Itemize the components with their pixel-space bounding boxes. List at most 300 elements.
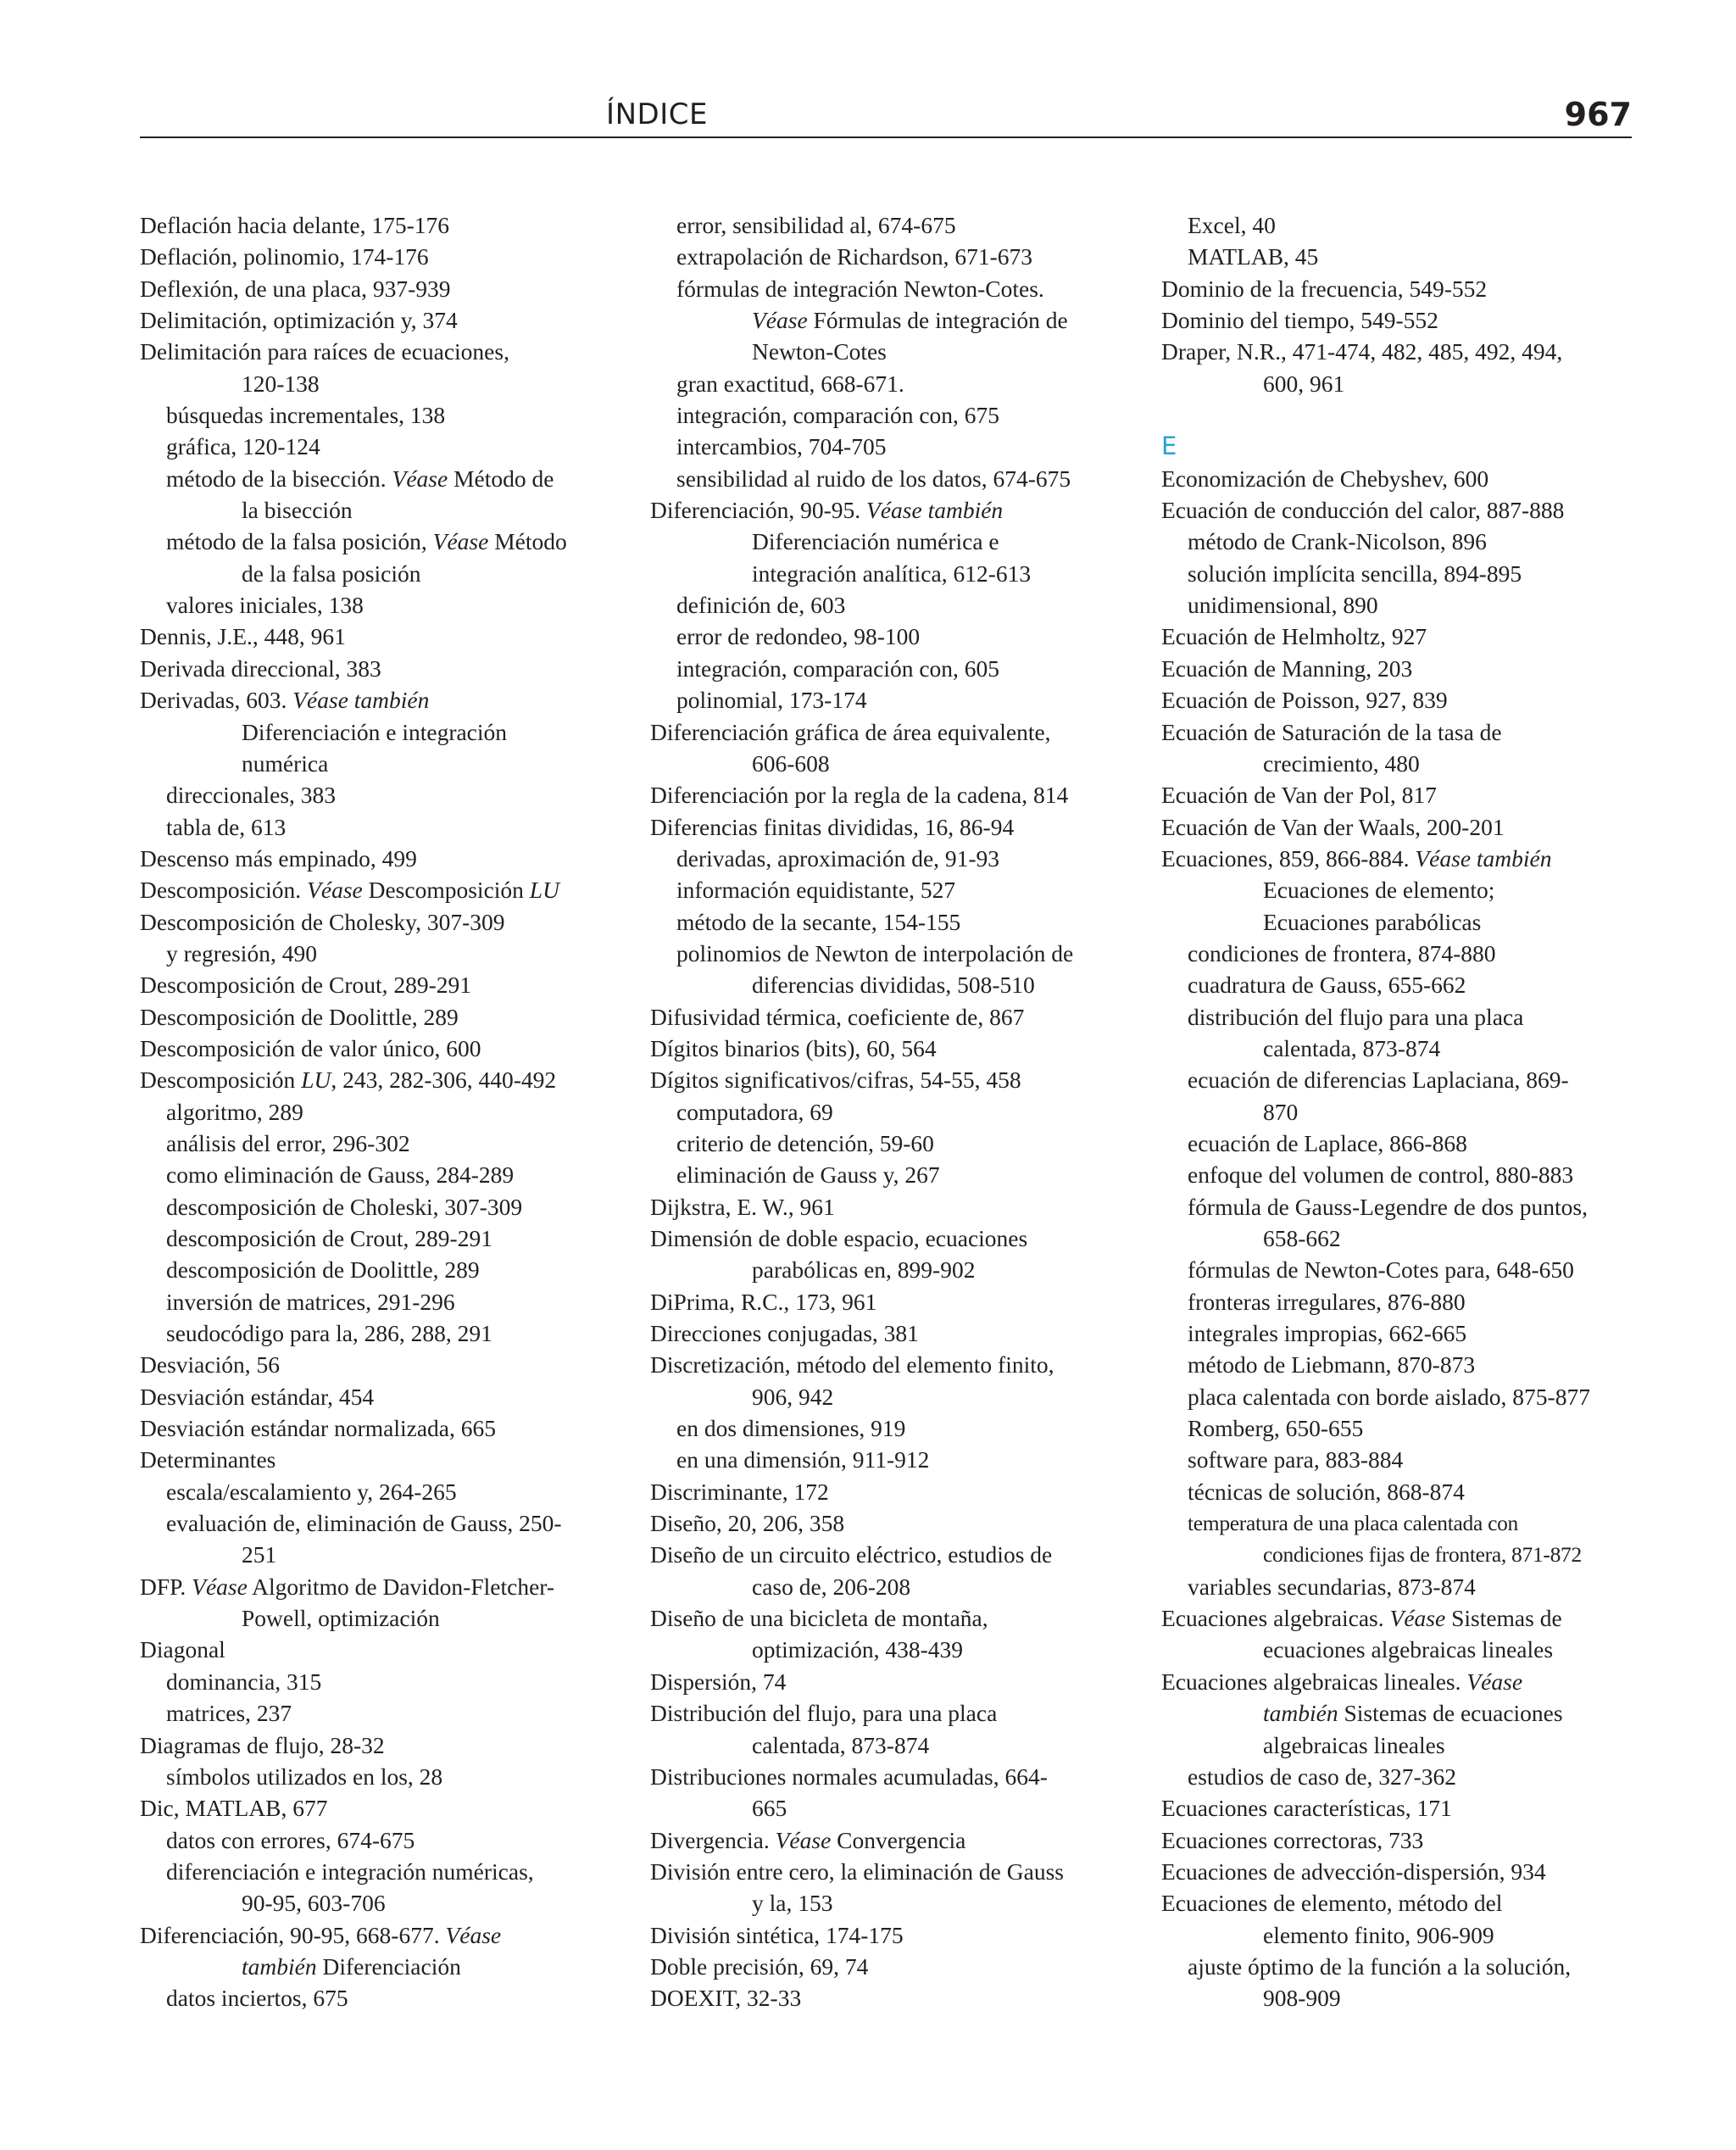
index-subentry — [650, 653, 1142, 684]
entry-text: Diferenciación numérica e — [752, 528, 999, 555]
index-subentry — [1161, 1001, 1636, 1033]
entry-text: Método — [488, 528, 567, 555]
entry-text: placa calentada con borde aislado, 875-877 — [1188, 1383, 1590, 1410]
entry-text: Diagramas de flujo, 28-32 — [140, 1731, 385, 1758]
index-entry — [140, 1792, 632, 1824]
index-entry — [650, 1951, 1142, 1982]
entry-text: Doble precisión, 69, 74 — [650, 1952, 869, 1980]
index-entry — [650, 1697, 1142, 1729]
index-entry — [1161, 336, 1636, 367]
entry-text: Descomposición — [362, 877, 530, 904]
cross-reference-italic: también — [1263, 1700, 1338, 1727]
entry-text: 600, 961 — [1263, 370, 1345, 397]
entry-text: Draper, N.R., 471-474, 482, 485, 492, 494, — [1161, 338, 1563, 365]
index-subentry — [140, 811, 632, 843]
index-subentry — [1161, 1254, 1636, 1285]
index-subentry — [1161, 1159, 1636, 1190]
cross-reference-italic: Véase — [445, 1921, 502, 1948]
index-column-2 — [650, 209, 1142, 2014]
index-subentry — [1161, 748, 1636, 779]
entry-text: diferenciación e integración numéricas, — [166, 1858, 534, 1885]
entry-text: Distribuciones normales acumuladas, 664- — [650, 1763, 1048, 1790]
index-entry — [140, 969, 632, 1000]
entry-text: Diferencias finitas divididas, 16, 86-94 — [650, 813, 1015, 840]
entry-text: dominancia, 315 — [166, 1668, 322, 1695]
entry-text: unidimensional, 890 — [1188, 592, 1378, 619]
entry-text: Ecuaciones, 859, 866-884. — [1161, 844, 1416, 872]
entry-text: descomposición de Doolittle, 289 — [166, 1256, 480, 1284]
entry-text: gráfica, 120-124 — [166, 433, 320, 460]
entry-text: calentada, 873-874 — [1263, 1034, 1441, 1061]
entry-text: Ecuación de conducción del calor, 887-888 — [1161, 497, 1565, 524]
entry-text: datos inciertos, 675 — [166, 1985, 348, 2012]
entry-text: Diferenciación, 90-95, 668-677. — [140, 1921, 446, 1948]
index-entry — [650, 1223, 1142, 1254]
entry-text: Ecuaciones algebraicas lineales. — [1161, 1668, 1467, 1695]
index-subentry — [140, 1476, 632, 1507]
index-entry — [140, 1729, 632, 1761]
entry-text: búsquedas incrementales, 138 — [166, 402, 446, 429]
entry-text: Powell, optimización — [242, 1605, 440, 1632]
entry-text: gran exactitud, 668-671. — [676, 370, 904, 397]
entry-text: crecimiento, 480 — [1263, 749, 1420, 777]
entry-text: Dominio del tiempo, 549-552 — [1161, 307, 1438, 334]
entry-text: ecuación de diferencias Laplaciana, 869- — [1188, 1067, 1569, 1094]
index-entry — [1161, 1666, 1636, 1697]
index-entry — [1161, 1792, 1636, 1824]
index-subentry — [1161, 1982, 1636, 2014]
index-entry — [650, 1539, 1142, 1570]
index-subentry — [140, 1254, 632, 1285]
entry-text: 120-138 — [242, 370, 320, 397]
index-subentry — [1161, 938, 1636, 969]
entry-text: integrales impropias, 662-665 — [1188, 1320, 1467, 1347]
index-entry — [140, 906, 632, 938]
entry-text: método de Liebmann, 870-873 — [1188, 1351, 1476, 1379]
entry-text: fronteras irregulares, 876-880 — [1188, 1288, 1466, 1315]
index-subentry — [140, 1317, 632, 1349]
entry-text: temperatura de una placa calentada con — [1188, 1511, 1518, 1536]
entry-text: valores iniciales, 138 — [166, 592, 364, 619]
index-entry — [1161, 1824, 1636, 1856]
entry-text: Diferenciación por la regla de la cadena, 814 — [650, 782, 1069, 809]
entry-text: evaluación de, eliminación de Gauss, 250- — [166, 1510, 562, 1537]
index-entry — [650, 1317, 1142, 1349]
index-subentry — [650, 969, 1142, 1000]
entry-text: la bisección — [242, 497, 353, 524]
cross-reference-italic: Véase también — [866, 497, 1004, 524]
index-subentry — [140, 368, 632, 399]
index-entry — [650, 1666, 1142, 1697]
entry-text: Descenso más empinado, 499 — [140, 844, 417, 872]
index-subentry — [140, 1761, 632, 1792]
entry-text: como eliminación de Gauss, 284-289 — [166, 1161, 515, 1189]
entry-text: polinomios de Newton de interpolación de — [676, 939, 1074, 966]
index-subentry — [650, 1729, 1142, 1761]
entry-text: inversión de matrices, 291-296 — [166, 1288, 455, 1315]
entry-text: Desviación, 56 — [140, 1351, 280, 1379]
index-subentry — [1161, 558, 1636, 589]
entry-text: Ecuación de Van der Waals, 200-201 — [1161, 813, 1505, 840]
index-subentry — [1161, 1634, 1636, 1665]
index-entry — [650, 716, 1142, 748]
index-subentry — [140, 431, 632, 462]
cross-reference-italic: Véase — [1389, 1605, 1446, 1632]
entry-text: distribución del flujo para una placa — [1188, 1003, 1524, 1030]
entry-text: 90-95, 603-706 — [242, 1890, 386, 1917]
index-subentry — [650, 1792, 1142, 1824]
entry-text: solución implícita sencilla, 894-895 — [1188, 560, 1522, 587]
entry-text: caso de, 206-208 — [752, 1573, 911, 1600]
index-entry — [650, 1919, 1142, 1951]
entry-text: método de Crank-Nicolson, 896 — [1188, 528, 1487, 555]
index-subentry — [140, 1096, 632, 1128]
entry-text: Dijkstra, E. W., 961 — [650, 1193, 835, 1220]
index-subentry — [650, 273, 1142, 304]
running-header — [140, 93, 1632, 140]
index-entry — [140, 1571, 632, 1602]
index-column-1 — [140, 209, 632, 2014]
entry-text: Divergencia. — [650, 1826, 776, 1853]
index-subentry — [650, 1128, 1142, 1159]
entry-text: Distribución del flujo, para una placa — [650, 1700, 998, 1727]
entry-text: Ecuaciones características, 171 — [1161, 1795, 1452, 1822]
index-subentry — [140, 1128, 632, 1159]
entry-text: fórmula de Gauss-Legendre de dos puntos, — [1188, 1193, 1588, 1220]
index-entry — [650, 1349, 1142, 1380]
entry-text: numérica — [242, 749, 329, 777]
index-column-3 — [1161, 209, 1636, 2014]
entry-text: técnicas de solución, 868-874 — [1188, 1478, 1465, 1505]
entry-text: algoritmo, 289 — [166, 1098, 303, 1125]
index-subentry — [650, 431, 1142, 462]
index-subentry — [140, 1982, 632, 2014]
entry-text: diferencias divididas, 508-510 — [752, 972, 1035, 999]
index-subentry — [1161, 589, 1636, 621]
entry-text: elemento finito, 906-909 — [1263, 1921, 1494, 1948]
index-subentry — [1161, 1951, 1636, 1982]
entry-text: ajuste óptimo de la función a la solución, — [1188, 1952, 1572, 1980]
entry-text: 251 — [242, 1541, 277, 1568]
index-subentry — [650, 906, 1142, 938]
entry-text: fórmulas de integración Newton-Cotes. — [676, 275, 1044, 302]
entry-text: DiPrima, R.C., 173, 961 — [650, 1288, 877, 1315]
entry-text: método de la bisección. — [166, 465, 392, 492]
index-entry — [650, 1001, 1142, 1033]
entry-text: de la falsa posición — [242, 560, 421, 587]
index-entry — [140, 874, 632, 905]
index-entry — [1161, 811, 1636, 843]
index-entry — [140, 241, 632, 272]
entry-text: 870 — [1263, 1098, 1299, 1125]
entry-text: eliminación de Gauss y, 267 — [676, 1161, 940, 1189]
entry-text: integración analítica, 612-613 — [752, 560, 1032, 587]
index-subentry — [650, 241, 1142, 272]
entry-text: Diferenciación gráfica de área equivalente, — [650, 718, 1051, 745]
entry-text: Deflexión, de una placa, 937-939 — [140, 275, 451, 302]
index-entry — [650, 1033, 1142, 1064]
index-subentry — [650, 684, 1142, 716]
entry-text: División entre cero, la eliminación de Gauss — [650, 1858, 1064, 1885]
index-subentry — [1161, 1919, 1636, 1951]
index-subentry — [650, 368, 1142, 399]
index-subentry — [140, 748, 632, 779]
index-subentry — [140, 1856, 632, 1887]
entry-text: Dispersión, 74 — [650, 1668, 787, 1695]
entry-text: Fórmulas de integración de — [807, 307, 1068, 334]
entry-text: Dígitos significativos/cifras, 54-55, 458 — [650, 1067, 1021, 1094]
index-subentry — [1161, 906, 1636, 938]
index-subentry — [650, 748, 1142, 779]
index-subentry — [650, 1887, 1142, 1919]
index-subentry — [140, 558, 632, 589]
index-subentry — [1161, 969, 1636, 1000]
entry-text: 658-662 — [1263, 1225, 1341, 1251]
index-subentry — [1161, 1476, 1636, 1507]
index-entry — [140, 1033, 632, 1064]
index-subentry — [140, 1159, 632, 1190]
index-entry — [140, 843, 632, 874]
index-entry — [140, 273, 632, 304]
index-entry — [1161, 494, 1636, 526]
entry-text: integración, comparación con, 605 — [676, 654, 1000, 682]
entry-text: estudios de caso de, 327-362 — [1188, 1763, 1456, 1790]
section-letter — [1161, 431, 1636, 462]
index-subentry — [140, 1887, 632, 1919]
index-subentry — [650, 589, 1142, 621]
index-subentry — [650, 526, 1142, 557]
index-subentry — [140, 1539, 632, 1570]
index-subentry — [140, 526, 632, 557]
entry-text: derivadas, aproximación de, 91-93 — [676, 844, 1000, 872]
index-entry — [1161, 684, 1636, 716]
index-entry — [140, 653, 632, 684]
entry-text: direccionales, 383 — [166, 782, 337, 809]
entry-text: ecuación de Laplace, 866-868 — [1188, 1129, 1467, 1156]
entry-text: Descomposición de Doolittle, 289 — [140, 1003, 459, 1030]
index-entry — [140, 1064, 632, 1095]
index-entry — [650, 1191, 1142, 1223]
entry-text: computadora, 69 — [676, 1098, 833, 1125]
entry-text: Excel, 40 — [1188, 212, 1276, 238]
entry-text: Ecuación de Van der Pol, 817 — [1161, 782, 1437, 809]
index-subentry — [650, 1096, 1142, 1128]
entry-text: División sintética, 174-175 — [650, 1921, 904, 1948]
entry-text: Diferenciación, 90-95. — [650, 497, 867, 524]
index-subentry — [140, 779, 632, 810]
index-entry — [650, 1856, 1142, 1887]
entry-text: análisis del error, 296-302 — [166, 1129, 410, 1156]
entry-text: Delimitación para raíces de ecuaciones, — [140, 338, 509, 365]
index-entry — [140, 209, 632, 241]
entry-text: Diseño de una bicicleta de montaña, — [650, 1605, 988, 1632]
index-entry — [1161, 843, 1636, 874]
entry-text: E — [1161, 432, 1177, 461]
cross-reference-italic: LU — [301, 1067, 331, 1094]
entry-text: Economización de Chebyshev, 600 — [1161, 465, 1489, 492]
entry-text: algebraicas lineales — [1263, 1731, 1445, 1758]
section-spacer — [1161, 399, 1636, 431]
entry-text: Desviación estándar, 454 — [140, 1383, 375, 1410]
entry-text: Sistemas de — [1445, 1605, 1562, 1632]
entry-text: matrices, 237 — [166, 1700, 292, 1727]
entry-text: Dominio de la frecuencia, 549-552 — [1161, 275, 1488, 302]
index-entry — [1161, 304, 1636, 336]
entry-text: método de la secante, 154-155 — [676, 908, 961, 935]
entry-text: DFP. — [140, 1573, 192, 1600]
index-entry — [140, 1381, 632, 1412]
index-subentry — [650, 209, 1142, 241]
index-entry — [140, 336, 632, 367]
index-entry — [650, 1824, 1142, 1856]
index-subentry — [1161, 1286, 1636, 1317]
entry-text: Algoritmo de Davidon-Fletcher- — [247, 1573, 555, 1600]
index-subentry — [650, 1444, 1142, 1475]
entry-text: sensibilidad al ruido de los datos, 674-675 — [676, 465, 1071, 492]
entry-text: definición de, 603 — [676, 592, 846, 619]
entry-text: fórmulas de Newton-Cotes para, 648-650 — [1188, 1256, 1574, 1284]
index-subentry — [650, 621, 1142, 652]
index-entry — [650, 1064, 1142, 1095]
index-subentry — [140, 399, 632, 431]
entry-text: condiciones de frontera, 874-880 — [1188, 939, 1496, 966]
index-entry — [1161, 653, 1636, 684]
entry-text: , 243, 282-306, 440-492 — [331, 1067, 557, 1094]
index-entry — [1161, 273, 1636, 304]
cross-reference-italic: Véase — [307, 877, 363, 904]
index-entry — [140, 684, 632, 716]
index-entry — [650, 779, 1142, 810]
entry-text: error, sensibilidad al, 674-675 — [676, 212, 956, 238]
index-subentry — [1161, 241, 1636, 272]
index-subentry — [140, 1951, 632, 1982]
entry-text: Ecuaciones de elemento; — [1263, 877, 1495, 904]
entry-text: optimización, 438-439 — [752, 1636, 963, 1663]
index-entry — [1161, 1602, 1636, 1634]
entry-text: 665 — [752, 1795, 787, 1822]
entry-text: Deflación hacia delante, 175-176 — [140, 212, 449, 238]
entry-text: Deflación, polinomio, 174-176 — [140, 243, 429, 270]
entry-text: Método de — [448, 465, 554, 492]
index-subentry — [1161, 1349, 1636, 1380]
cross-reference-italic: Véase también — [292, 687, 430, 714]
index-entry — [140, 1001, 632, 1033]
entry-text: Ecuación de Saturación de la tasa de — [1161, 718, 1502, 745]
entry-text: Determinantes — [140, 1446, 276, 1473]
cross-reference-italic: Véase — [392, 465, 448, 492]
entry-text: Romberg, 650-655 — [1188, 1415, 1364, 1442]
entry-text: Diferenciación e integración — [242, 718, 508, 745]
entry-text: datos con errores, 674-675 — [166, 1826, 415, 1853]
index-entry — [1161, 463, 1636, 494]
entry-text: Dic, MATLAB, 677 — [140, 1795, 328, 1822]
entry-text: información equidistante, 527 — [676, 877, 956, 904]
page-number: 967 — [1564, 96, 1632, 133]
entry-text: Direcciones conjugadas, 381 — [650, 1320, 919, 1347]
index-entry — [650, 494, 1142, 526]
index-subentry — [650, 463, 1142, 494]
index-subentry — [140, 463, 632, 494]
index-entry — [140, 1412, 632, 1444]
index-subentry — [1161, 1064, 1636, 1095]
index-subentry — [140, 1507, 632, 1539]
entry-text: condiciones fijas de frontera, 871-872 — [1263, 1542, 1582, 1568]
entry-text: Derivadas, 603. — [140, 687, 293, 714]
index-entry — [650, 811, 1142, 843]
index-subentry — [140, 938, 632, 969]
entry-text: Desviación estándar normalizada, 665 — [140, 1415, 496, 1442]
index-subentry — [1161, 1223, 1636, 1254]
entry-text: descomposición de Crout, 289-291 — [166, 1225, 492, 1251]
index-entry — [140, 1634, 632, 1665]
entry-text: Ecuaciones de elemento, método del — [1161, 1890, 1503, 1917]
index-subentry — [1161, 1317, 1636, 1349]
entry-text: parabólicas en, 899-902 — [752, 1256, 976, 1284]
entry-text: polinomial, 173-174 — [676, 687, 867, 714]
entry-text: software para, 883-884 — [1188, 1446, 1404, 1473]
entry-text: tabla de, 613 — [166, 813, 287, 840]
entry-text: Convergencia — [831, 1826, 966, 1853]
entry-text: Dennis, J.E., 448, 961 — [140, 623, 346, 650]
index-subentry — [650, 558, 1142, 589]
cross-reference-italic: LU — [529, 877, 559, 904]
entry-text: 906, 942 — [752, 1383, 834, 1410]
index-subentry — [140, 1824, 632, 1856]
entry-text: Ecuación de Helmholtz, 927 — [1161, 623, 1427, 650]
index-entry — [140, 621, 632, 652]
entry-text: Ecuaciones correctoras, 733 — [1161, 1826, 1424, 1853]
index-subentry — [650, 1634, 1142, 1665]
index-entry — [650, 1982, 1142, 2014]
index-subentry — [1161, 1033, 1636, 1064]
entry-text: Descomposición. — [140, 877, 308, 904]
entry-text: Descomposición de Cholesky, 307-309 — [140, 908, 505, 935]
cross-reference-italic: Véase también — [1415, 844, 1552, 872]
index-entry — [1161, 779, 1636, 810]
entry-text: y la, 153 — [752, 1890, 833, 1917]
cross-reference-italic: Véase — [432, 528, 489, 555]
index-subentry — [650, 1412, 1142, 1444]
entry-text: escala/escalamiento y, 264-265 — [166, 1478, 457, 1505]
index-entry — [140, 1349, 632, 1380]
index-entry — [650, 1476, 1142, 1507]
index-subentry — [1161, 1729, 1636, 1761]
entry-text: Descomposición — [140, 1067, 302, 1094]
entry-text: criterio de detención, 59-60 — [676, 1129, 934, 1156]
index-entry — [650, 1507, 1142, 1539]
index-entry — [1161, 1856, 1636, 1887]
index-subentry — [1161, 874, 1636, 905]
entry-text: variables secundarias, 873-874 — [1188, 1573, 1476, 1600]
index-subentry — [140, 1223, 632, 1254]
index-entry — [1161, 716, 1636, 748]
index-entry — [650, 1602, 1142, 1634]
cross-reference-italic: Véase — [775, 1826, 832, 1853]
entry-text: ecuaciones algebraicas lineales — [1263, 1636, 1554, 1663]
entry-text: Discretización, método del elemento finito, — [650, 1351, 1054, 1379]
index-subentry — [140, 1666, 632, 1697]
entry-text: Diferenciación — [316, 1952, 461, 1980]
index-subentry — [1161, 1444, 1636, 1475]
index-subentry — [1161, 1761, 1636, 1792]
entry-text: Ecuaciones de advección-dispersión, 934 — [1161, 1858, 1546, 1885]
entry-text: en una dimensión, 911-912 — [676, 1446, 930, 1473]
index-subentry — [1161, 368, 1636, 399]
entry-text: calentada, 873-874 — [752, 1731, 930, 1758]
index-subentry — [1161, 209, 1636, 241]
entry-text: Newton-Cotes — [752, 338, 887, 365]
entry-text: MATLAB, 45 — [1188, 243, 1319, 270]
